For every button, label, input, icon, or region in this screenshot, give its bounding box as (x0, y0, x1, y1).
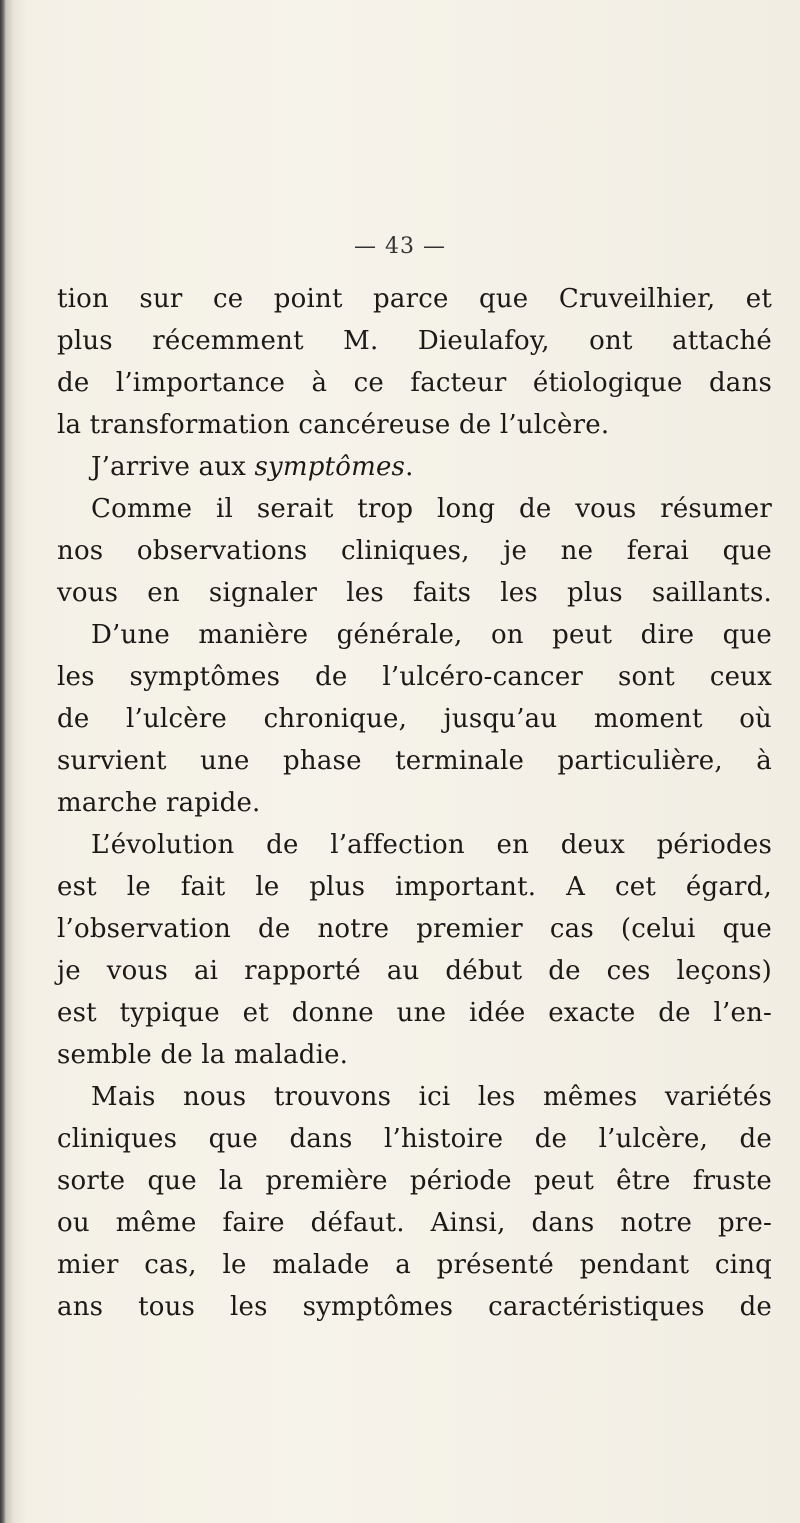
text-line: de l’ulcère chronique, jusqu’au moment où (57, 704, 772, 734)
text-line: est typique et donne une idée exacte de l’en- (57, 998, 772, 1028)
text-line: ans tous les symptômes caractéristiques de (57, 1292, 772, 1322)
text-line: L’évolution de l’affection en deux périodes (91, 830, 772, 860)
italic-term: symptômes (254, 452, 406, 482)
body-text (57, 278, 772, 1328)
text-line (57, 446, 772, 488)
text-line: les symptômes de l’ulcéro-cancer sont ceux (57, 662, 772, 692)
binding-edge (0, 0, 28, 1523)
text-line: cliniques que dans l’histoire de l’ulcère, de (57, 1124, 772, 1154)
text-line: Comme il serait trop long de vous résumer (91, 494, 772, 524)
text-line: mier cas, le malade a présenté pendant cinq (57, 1250, 772, 1280)
text-line: Mais nous trouvons ici les mêmes variétés (91, 1082, 772, 1112)
text-line: semble de la maladie. (57, 1040, 349, 1070)
page-number: — 43 — (354, 234, 446, 259)
text-line: est le fait le plus important. A cet égard, (57, 872, 772, 902)
text-line: sorte que la première période peut être fruste (57, 1166, 772, 1196)
text-line: tion sur ce point parce que Cruveilhier, et (57, 284, 772, 314)
text-line: l’observation de notre premier cas (celui que (57, 914, 772, 944)
text-line: vous en signaler les faits les plus saillants. (57, 578, 772, 608)
text-line: je vous ai rapporté au début de ces leçons) (57, 956, 772, 986)
text-line: la transformation cancéreuse de l’ulcère. (57, 410, 610, 440)
text-line: survient une phase terminale particulière, à (57, 746, 772, 776)
text-line: de l’importance à ce facteur étiologique dans (57, 368, 772, 398)
text-line: nos observations cliniques, je ne ferai que (57, 536, 772, 566)
text-run: J’arrive aux (91, 452, 255, 482)
text-run: . (405, 452, 414, 482)
text-line: marche rapide. (57, 788, 261, 818)
text-line: plus récemment M. Dieulafoy, ont attaché (57, 326, 772, 356)
text-line: D’une manière générale, on peut dire que (91, 620, 772, 650)
text-line: ou même faire défaut. Ainsi, dans notre pre- (57, 1208, 772, 1238)
